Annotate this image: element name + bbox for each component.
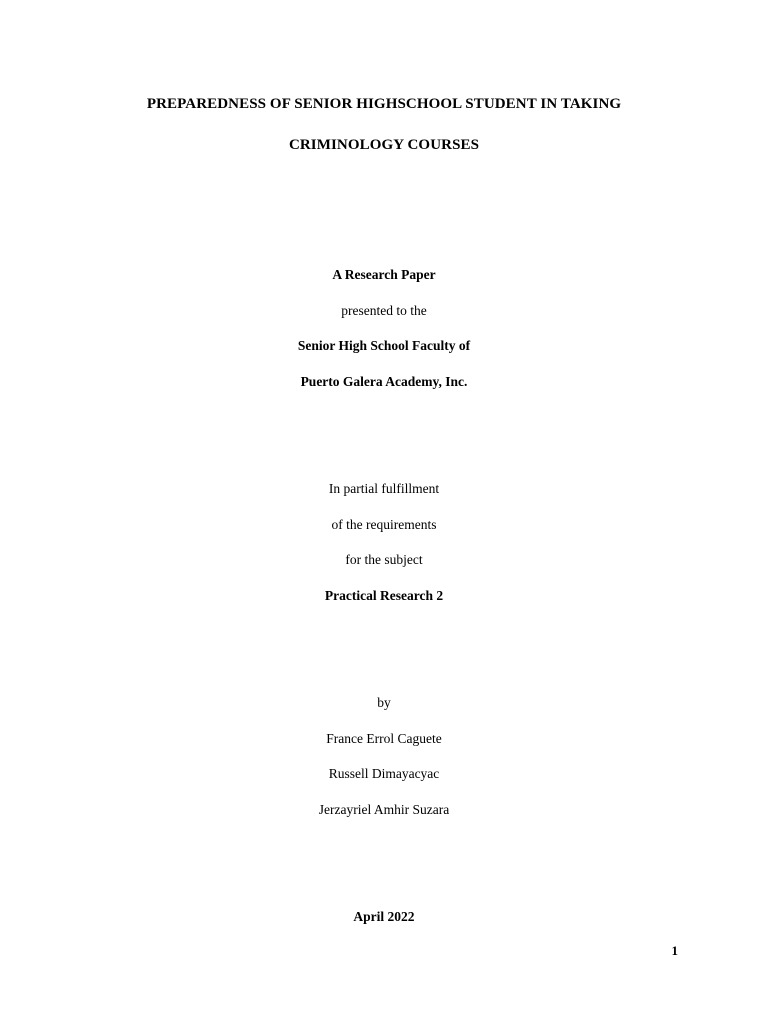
title-line-2: CRIMINOLOGY COURSES <box>288 137 480 153</box>
author-name: Russell Dimayacyac <box>328 766 440 781</box>
author-name: Jerzayriel Amhir Suzara <box>318 802 450 817</box>
by-label: by <box>377 695 391 710</box>
institution: Puerto Galera Academy, Inc. <box>300 374 468 389</box>
fulfillment-line-3: for the subject <box>345 552 423 567</box>
title-line-1: PREPAREDNESS OF SENIOR HIGHSCHOOL STUDENT IN TAKING <box>146 96 622 112</box>
subject: Practical Research 2 <box>324 588 444 603</box>
fulfillment-line-1: In partial fulfillment <box>328 481 440 496</box>
paper-type: A Research Paper <box>332 267 436 282</box>
fulfillment-line-2: of the requirements <box>331 517 437 532</box>
page-number: 1 <box>671 943 678 958</box>
author-name: France Errol Caguete <box>326 731 442 746</box>
faculty: Senior High School Faculty of <box>297 338 471 353</box>
date: April 2022 <box>353 909 415 924</box>
presented-to: presented to the <box>341 303 427 318</box>
